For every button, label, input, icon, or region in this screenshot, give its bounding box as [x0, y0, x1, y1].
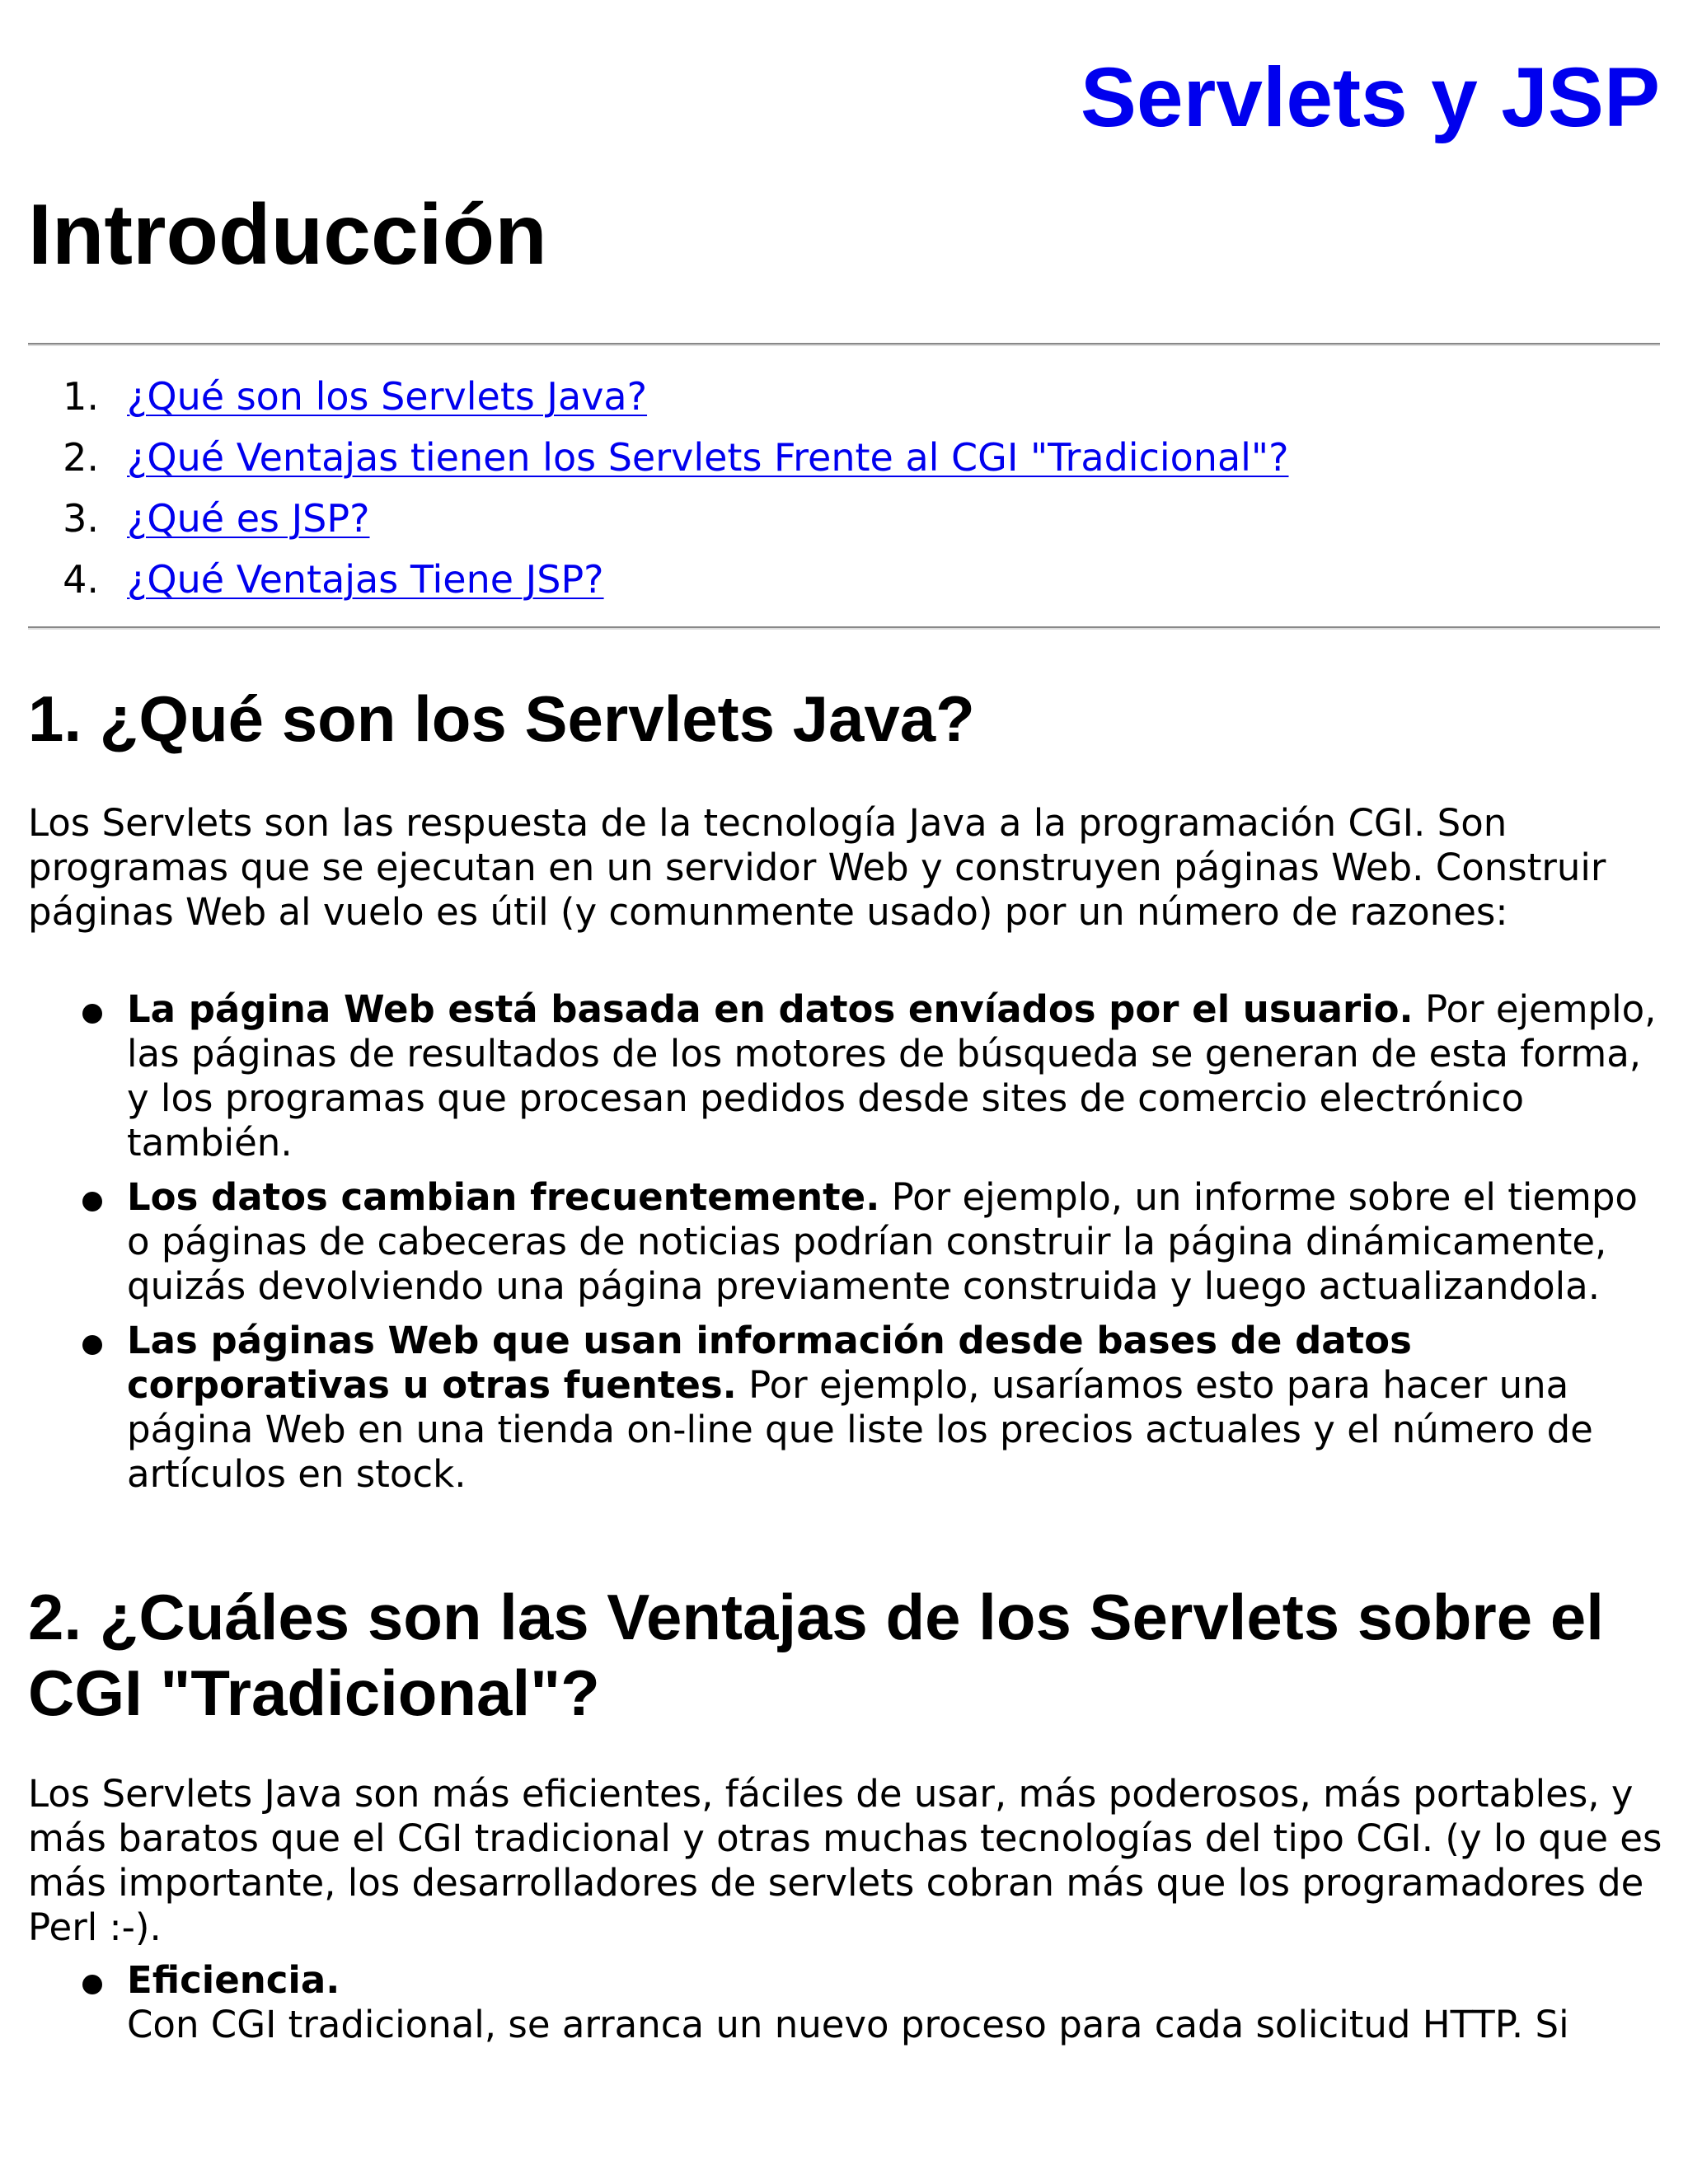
list-item-bold: Las páginas Web que usan información desde bases de datos corporativas u otras fuentes. [127, 1319, 1412, 1407]
bullet-icon [82, 1004, 102, 1024]
site-title: Servlets y JSP [1080, 50, 1660, 144]
list-item-bold: La página Web está basada en datos envíados por el usuario. [127, 987, 1414, 1031]
toc-number: 2. [63, 435, 99, 480]
toc-link-ventajas-servlets[interactable]: ¿Qué Ventajas tienen los Servlets Frente al CGI "Tradicional"? [127, 435, 1289, 480]
toc-number: 3. [63, 496, 99, 541]
bullet-icon [82, 1335, 102, 1355]
list-item [28, 1319, 1668, 1497]
list-item [28, 1175, 1668, 1309]
reasons-list [28, 987, 1668, 1507]
list-item-text: Por ejemplo, las páginas de resultados de los motores de búsqueda se generan de esta forma, y los programas que procesan pedidos desde sites de comercio electrónico también. [127, 987, 1657, 1165]
bullet-icon [82, 1192, 102, 1212]
toc-item [28, 366, 1289, 427]
toc-number: 1. [63, 374, 99, 419]
list-item-text: Con CGI tradicional, se arranca un nuevo proceso para cada solicitud HTTP. Si [127, 2003, 1569, 2046]
list-item-bold: Eficiencia. [127, 1958, 340, 2002]
toc-link-jsp[interactable]: ¿Qué es JSP? [127, 496, 370, 541]
page-title: Introducción [28, 187, 547, 283]
divider-bottom [28, 626, 1660, 630]
toc-link-ventajas-jsp[interactable]: ¿Qué Ventajas Tiene JSP? [127, 557, 604, 602]
list-item-text: Por ejemplo, usaríamos esto para hacer una página Web en una tienda on-line que liste los precios actuales y el número de artículos en stock. [127, 1363, 1593, 1496]
toc-number: 4. [63, 557, 99, 602]
section-heading-servlets: 1. ¿Qué son los Servlets Java? [28, 682, 975, 755]
table-of-contents [28, 366, 1289, 610]
toc-link-servlets[interactable]: ¿Qué son los Servlets Java? [127, 374, 648, 419]
advantages-list [28, 1958, 1668, 2057]
toc-item [28, 549, 1289, 610]
section-intro-ventajas: Los Servlets Java son más eficientes, fáciles de usar, más poderosos, más portables, y más baratos que el CGI tradicional y otras muchas tecnologías del tipo CGI. (y lo que es más importante, los desarrolladores de servlets cobran más que los programadores de Perl :-). [28, 1772, 1662, 1949]
list-item [28, 987, 1668, 1165]
list-item-text: Por ejemplo, un informe sobre el tiempo o páginas de cabeceras de noticias podrían construir la página dinámicamente, quizás devolviendo una página previamente construida y luego actualizandola. [127, 1175, 1638, 1308]
section-intro-servlets: Los Servlets son las respuesta de la tecnología Java a la programación CGI. Son programas que se ejecutan en un servidor Web y construyen páginas Web. Construir páginas Web al vuelo es útil (y comunmente usado) por un número de razones: [28, 801, 1606, 934]
toc-item [28, 488, 1289, 549]
section-heading-ventajas: 2. ¿Cuáles son las Ventajas de los Servlets sobre el CGI "Tradicional"? [28, 1581, 1604, 1729]
list-item [28, 1958, 1668, 2047]
list-item-bold: Los datos cambian frecuentemente. [127, 1175, 880, 1219]
toc-item [28, 427, 1289, 488]
bullet-icon [82, 1975, 102, 1994]
divider-top [28, 343, 1660, 346]
